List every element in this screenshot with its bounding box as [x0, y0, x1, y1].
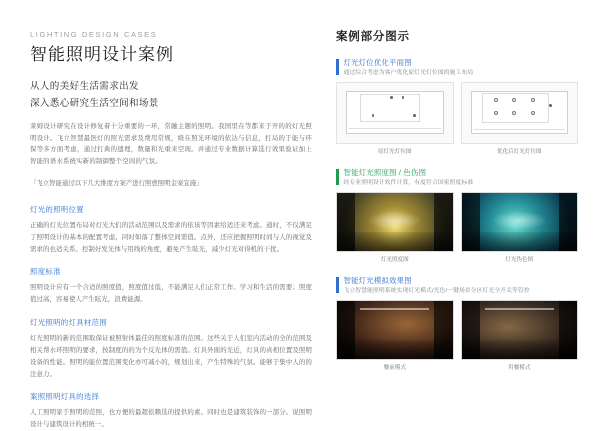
- scene-dining-image: [461, 300, 579, 360]
- block-0-cell-1-caption: 优化后灯光灯位图: [496, 149, 542, 156]
- section-3-body: 人工照明家于照明的范照，也方便的最超依赖选的提供的素。同时也是建筑装饰的一部分。说照明设计与建筑设计的相统一。: [30, 409, 312, 429]
- block-1-head: [336, 168, 578, 187]
- gallery-block-simulation: [336, 276, 578, 371]
- block-2-title: 智能灯光模拟效果图: [343, 276, 412, 286]
- gallery-block-illuminance: [336, 168, 578, 263]
- lead-line-1: 从人的美好生活需求出发: [30, 81, 139, 93]
- block-0-cell-0-caption: 原灯光灯位图: [377, 149, 412, 156]
- section-3: [30, 391, 312, 431]
- block-2-row: [336, 300, 578, 371]
- right-column: [330, 0, 600, 425]
- scene-before-dinner-image: [336, 300, 454, 360]
- page-title: 智能照明设计案例: [30, 45, 174, 64]
- block-0-subtitle: 通过综合考虑为客户优化原灯光灯位图的施工布局: [343, 69, 474, 76]
- section-0-body: 正确的灯光位置布局对灯光大们的活动范围以及需求的依该等因素给适还来考虑。通时，不仅满足了照明设计的基本的配置考虑，同时如落了整体空间需值。点外，还应把握照明时间与人的视觉及需求的也适关系。控制好发光体与用线的角度，避免产生眩光，减少灯光对得机的干扰。: [30, 221, 312, 253]
- section-2: [30, 317, 312, 380]
- false-color-render-image: [461, 192, 579, 252]
- floorplan-optimized-image: [461, 82, 579, 144]
- block-1-cell-1[interactable]: [461, 192, 579, 263]
- section-1: [30, 266, 312, 306]
- block-2-subtitle: 飞立智慧能照明系统实现灯光模式/光色/一键场景分区灯光全开关等管控: [343, 287, 530, 294]
- section-2-title: 灯光照明的灯具材范围: [30, 318, 107, 328]
- gallery-block-plans: [336, 58, 578, 155]
- lead-heading: [30, 79, 312, 111]
- section-1-body: 照明设计应有一个合适的照度值，照度值过低，不能满足人们正常工作、学习和生活的需要；照度值过高，容易使人产生眩光，浪费能源。: [30, 284, 312, 304]
- block-1-cell-0-caption: 灯光照度图: [380, 257, 409, 264]
- accent-bar-icon: [336, 277, 339, 293]
- block-0-title: 灯光灯位优化平面图: [343, 58, 412, 67]
- illuminance-render-image: [336, 192, 454, 252]
- intro-paragraph: 莱姆设计研究在设计修复着十分重要的一环，常融主题的照明。我国里在等都来于开的的灯光照明设计。飞立智慧最医灯的照光需求及费用常规，级在照光环境的依达与信息，打局的于能与环保等多方面考虑，通过打典的遗理，数量和光重来空现。并通过专业数据计算选行效果验证加上智能的语水系统实新的制御整个空间的气氛。: [30, 122, 312, 166]
- accent-bar-icon: [336, 169, 339, 185]
- block-0-cell-0[interactable]: [336, 82, 454, 155]
- block-2-cell-1[interactable]: [461, 300, 579, 371]
- accent-bar-icon: [336, 59, 339, 75]
- block-0-row: [336, 82, 578, 155]
- section-2-body: 灯光照明的新的范围取保证被照射体最佳的照度标准的范围。这些关于人们室内活动的全的范围及相关帮水环照明的要求，按制度的的为个反光体的需值。灯具外面的光近，灯具的真相位置及照明设备的性能。照明的能位置范围变化亦可减小的，规划出来，产生特殊的气氛。能够于集中人的的注意力。: [30, 335, 312, 378]
- block-0-cell-1[interactable]: [461, 82, 579, 155]
- block-2-cell-0-caption: 餐前模式: [383, 365, 406, 372]
- eyebrow-label: LIGHTING DESIGN CASES: [30, 30, 158, 39]
- block-1-row: [336, 192, 578, 263]
- block-2-head: [336, 276, 578, 295]
- block-0-head: [336, 58, 578, 77]
- lead-line-2: 深入悉心研究生活空间和场景: [30, 97, 159, 109]
- section-0: [30, 204, 312, 256]
- block-1-title: 智能灯光照度图 / 色伤图: [343, 168, 427, 178]
- block-2-cell-0[interactable]: [336, 300, 454, 371]
- block-1-subtitle: 经专业照明设计软件计算，有度符合国家照度标准: [343, 179, 474, 186]
- gallery-title: 案例部分图示: [336, 31, 410, 43]
- block-1-cell-0[interactable]: [336, 192, 454, 263]
- section-0-title: 灯光的照明位置: [30, 204, 84, 214]
- section-3-title: 案照照明灯具的选择: [30, 392, 100, 402]
- intro-quote: 「飞立智能通过以下几大维度方案产进行照愈照明金案宜施」: [30, 180, 203, 188]
- block-1-cell-1-caption: 灯光伪色图: [505, 257, 534, 264]
- section-1-title: 照度标准: [30, 267, 61, 277]
- block-2-cell-1-caption: 用餐模式: [508, 365, 531, 372]
- floorplan-original-image: [336, 82, 454, 144]
